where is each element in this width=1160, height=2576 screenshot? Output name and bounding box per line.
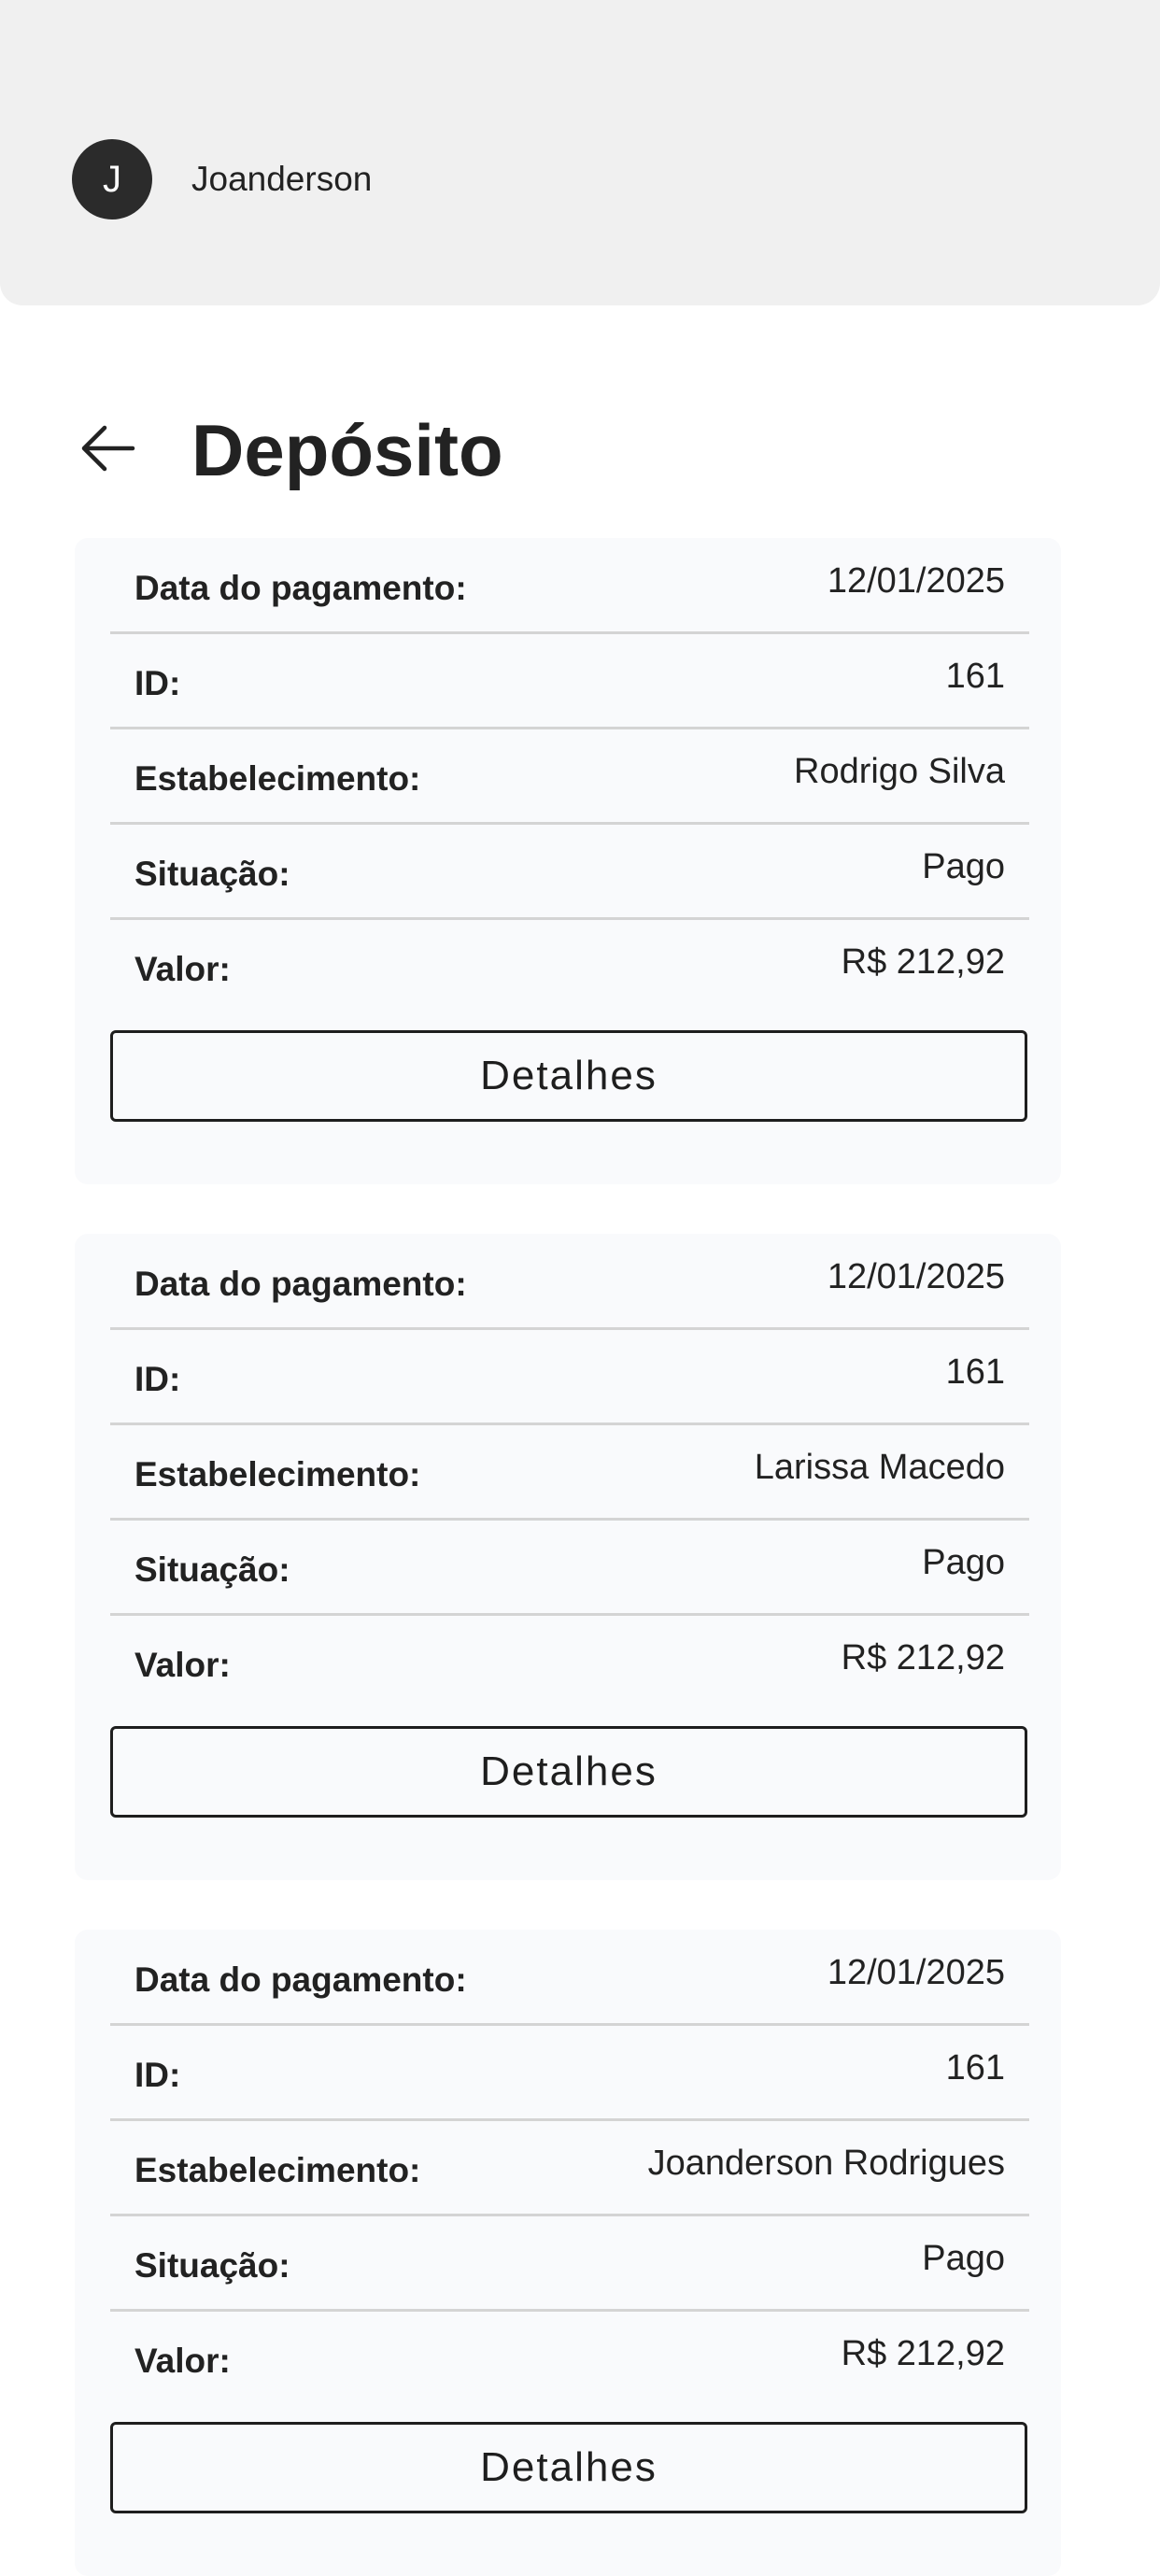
payment-date-value: 12/01/2025 bbox=[827, 561, 1005, 601]
status-value: Pago bbox=[922, 2239, 1005, 2278]
status-value: Pago bbox=[922, 1543, 1005, 1582]
establishment-label: Estabelecimento: bbox=[134, 2151, 421, 2189]
row-status bbox=[110, 1520, 1029, 1616]
deposit-card bbox=[75, 1930, 1061, 2576]
details-button[interactable]: Detalhes bbox=[110, 2422, 1027, 2513]
establishment-label: Estabelecimento: bbox=[134, 1455, 421, 1493]
row-establishment bbox=[110, 2120, 1029, 2216]
deposit-card bbox=[75, 538, 1061, 1184]
id-label: ID: bbox=[134, 1360, 181, 1398]
id-value: 161 bbox=[945, 2048, 1005, 2088]
details-button[interactable]: Detalhes bbox=[110, 1726, 1027, 1818]
row-status bbox=[110, 2215, 1029, 2312]
establishment-label: Estabelecimento: bbox=[134, 759, 421, 798]
amount-value: R$ 212,92 bbox=[841, 1638, 1005, 1677]
amount-label: Valor: bbox=[134, 1646, 231, 1684]
status-label: Situação: bbox=[134, 1550, 290, 1589]
row-id bbox=[110, 2025, 1029, 2121]
status-label: Situação: bbox=[134, 855, 290, 893]
establishment-value: Joanderson Rodrigues bbox=[647, 2144, 1005, 2183]
row-amount bbox=[110, 1615, 1029, 1708]
arrow-left-icon bbox=[78, 424, 136, 473]
amount-value: R$ 212,92 bbox=[841, 942, 1005, 982]
row-id bbox=[110, 1329, 1029, 1425]
page-title: Depósito bbox=[191, 409, 503, 491]
payment-date-label: Data do pagamento: bbox=[134, 1960, 467, 1999]
back-button[interactable] bbox=[75, 416, 140, 481]
payment-date-label: Data do pagamento: bbox=[134, 1265, 467, 1303]
app-header bbox=[0, 0, 1160, 305]
deposit-card bbox=[75, 1234, 1061, 1880]
row-id bbox=[110, 633, 1029, 729]
status-value: Pago bbox=[922, 847, 1005, 886]
row-payment-date bbox=[110, 1930, 1029, 2026]
username: Joanderson bbox=[191, 160, 373, 198]
row-status bbox=[110, 824, 1029, 920]
row-amount bbox=[110, 919, 1029, 1012]
amount-label: Valor: bbox=[134, 950, 231, 988]
establishment-value: Larissa Macedo bbox=[754, 1448, 1005, 1487]
row-amount bbox=[110, 2311, 1029, 2404]
payment-date-value: 12/01/2025 bbox=[827, 1257, 1005, 1296]
id-label: ID: bbox=[134, 664, 181, 702]
details-button[interactable]: Detalhes bbox=[110, 1030, 1027, 1122]
row-establishment bbox=[110, 1424, 1029, 1521]
avatar[interactable]: J bbox=[72, 139, 152, 219]
amount-value: R$ 212,92 bbox=[841, 2334, 1005, 2373]
id-label: ID: bbox=[134, 2056, 181, 2094]
row-payment-date bbox=[110, 1234, 1029, 1330]
status-label: Situação: bbox=[134, 2246, 290, 2285]
payment-date-label: Data do pagamento: bbox=[134, 569, 467, 607]
row-establishment bbox=[110, 729, 1029, 825]
id-value: 161 bbox=[945, 1352, 1005, 1392]
payment-date-value: 12/01/2025 bbox=[827, 1953, 1005, 1992]
id-value: 161 bbox=[945, 657, 1005, 696]
amount-label: Valor: bbox=[134, 2342, 231, 2380]
establishment-value: Rodrigo Silva bbox=[794, 752, 1005, 791]
row-payment-date bbox=[110, 538, 1029, 634]
